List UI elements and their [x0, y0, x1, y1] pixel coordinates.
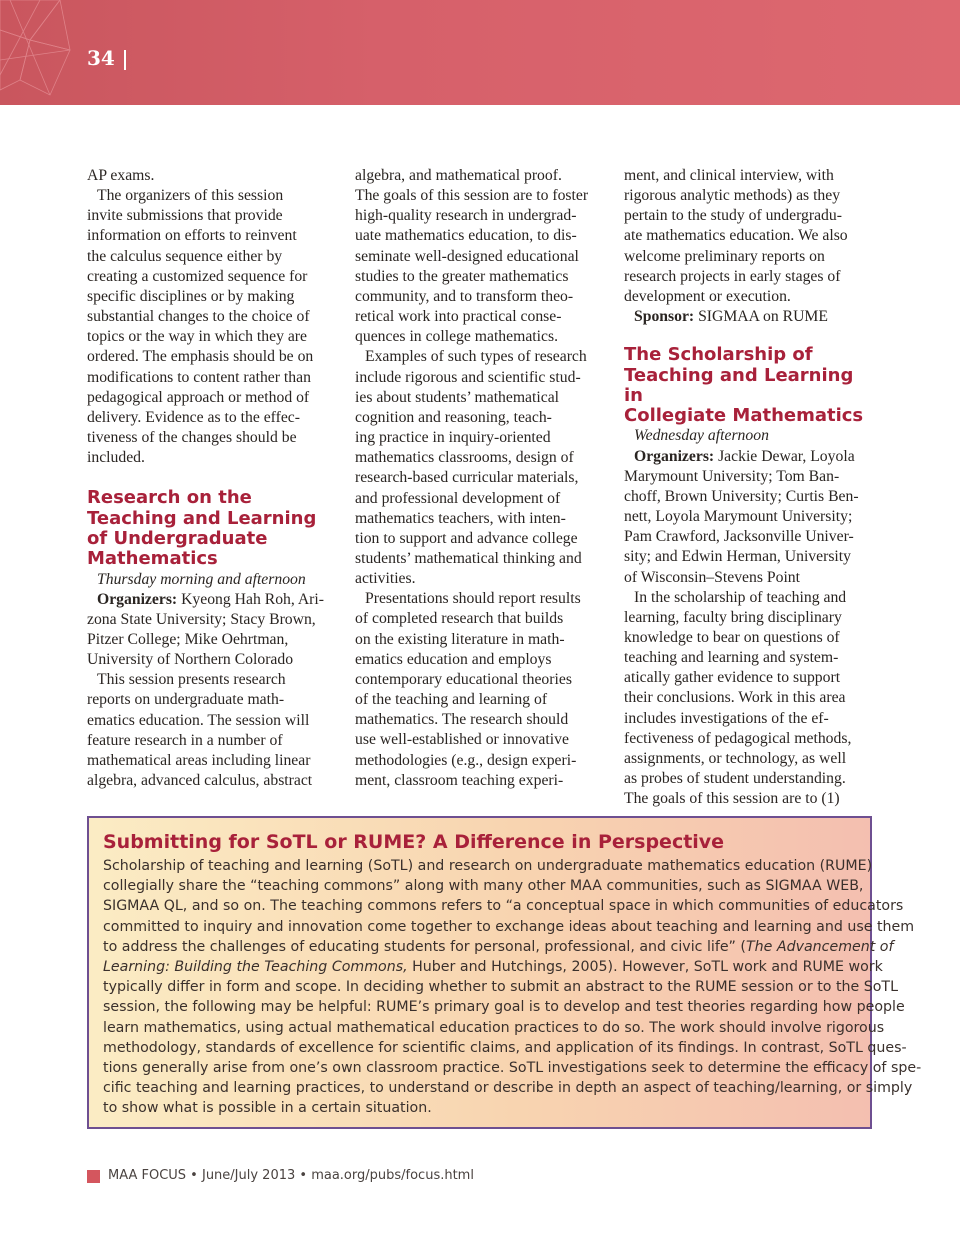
text-line: mathematics classrooms, design of — [355, 449, 574, 467]
sponsor-text: SIGMAA on RUME — [694, 308, 828, 326]
heading-line: Teaching and Learning in — [624, 364, 854, 406]
text-line: ematics education and employs — [355, 650, 552, 668]
text-line: ing practice in inquiry-oriented — [355, 429, 551, 447]
text-line: community, and to transform theo- — [355, 287, 574, 305]
page-number: 34 — [87, 46, 115, 70]
header-banner — [0, 0, 960, 105]
text-line: algebra, advanced calculus, abstract — [87, 772, 313, 790]
organizers-label: Organizers: — [634, 447, 715, 465]
text-line: specific disciplines or by making — [87, 287, 295, 305]
text-line: Pam Crawford, Jacksonville Univer- — [624, 528, 854, 546]
sidebar-line: learn mathematics, using actual mathematical education practices to do so. The work should involve rigorous — [103, 1019, 885, 1036]
session-schedule: Thursday morning and afternoon — [97, 570, 306, 588]
sidebar-line: to show what is possible in a certain situation. — [103, 1100, 432, 1117]
session-schedule: Wednesday afternoon — [634, 427, 769, 445]
organizers-text: Jackie Dewar, Loyola — [714, 447, 855, 465]
text-line: includes investigations of the ef- — [624, 709, 829, 727]
text-column-1 — [87, 166, 335, 791]
text-line: algebra, and mathematical proof. — [355, 167, 562, 184]
text-line: feature research in a number of — [87, 731, 283, 749]
text-line: atically gather evidence to support — [624, 669, 841, 687]
sidebar-line: SIGMAA QL, and so on. The teaching commons refers to “a conceptual space in which communities of educators — [103, 898, 904, 915]
text-line: fectiveness of pedagogical methods, — [624, 729, 852, 747]
text-line: nett, Loyola Marymount University; — [624, 508, 853, 526]
organizers-line — [624, 447, 872, 467]
text-line: retical work into practical conse- — [355, 308, 562, 326]
text-line: In the scholarship of teaching and — [634, 588, 847, 606]
text-line: Examples of such types of research — [365, 348, 587, 366]
text-line: sity; and Edwin Herman, University — [624, 548, 851, 566]
text-line: methodologies (e.g., design experi- — [355, 751, 577, 769]
text-line: and professional development of — [355, 489, 561, 507]
heading-line: Research on the — [87, 487, 252, 509]
text-line: This session presents research — [97, 671, 286, 689]
text-line: invite submissions that provide — [87, 207, 283, 225]
text-line: teaching and learning and system- — [624, 649, 839, 667]
section-heading-rume — [87, 488, 335, 569]
text-line: use well-established or innovative — [355, 731, 569, 749]
text-line: knowledge to bear on questions of — [624, 629, 840, 646]
sidebar-citation-title: Learning: Building the Teaching Commons, — [103, 959, 408, 976]
text-line: modifications to content rather than — [87, 368, 311, 386]
section-heading-sotl — [624, 345, 872, 426]
sidebar-line: typically differ in form and scope. In deciding whether to submit an abstract to the RUME session or to the SoTL — [103, 979, 898, 996]
text-line: ate mathematics education. We also — [624, 227, 848, 245]
organizers-label: Organizers: — [97, 590, 178, 608]
text-line: pedagogical approach or method of — [87, 388, 310, 406]
text-line: learning, faculty bring disciplinary — [624, 608, 842, 626]
text-line: of the teaching and learning of — [355, 691, 548, 709]
text-column-2 — [355, 166, 603, 791]
text-line: University of Northern Colorado — [87, 651, 294, 669]
text-line: development or execution. — [624, 287, 791, 305]
sidebar-title: Submitting for SoTL or RUME? A Difference in Perspective — [103, 831, 725, 853]
heading-line: Teaching and Learning — [87, 507, 317, 529]
sidebar-line: collegially share the “teaching commons” along with many other MAA communities, such as SIGMAA WEB, — [103, 878, 864, 895]
page-number-divider — [124, 50, 126, 70]
sidebar-line — [103, 937, 894, 957]
text-line: assignments, or technology, as well — [624, 749, 847, 767]
organizers-text: Kyeong Hah Roh, Ari- — [177, 590, 324, 608]
text-line: uate mathematics education, to dis- — [355, 227, 577, 245]
text-line: of Wisconsin–Stevens Point — [624, 568, 801, 586]
sidebar-line: cific teaching and learning practices, to understand or describe in depth an aspect of teaching/learning, or simply — [103, 1080, 913, 1097]
text-line: zona State University; Stacy Brown, — [87, 610, 316, 628]
sidebar-body — [103, 856, 922, 1119]
heading-line: of Undergraduate — [87, 527, 268, 549]
text-line: Pitzer College; Mike Oehrtman, — [87, 631, 289, 648]
text-line: substantial changes to the choice of — [87, 308, 310, 326]
sidebar-line: Scholarship of teaching and learning (SoTL) and research on undergraduate mathematics education (RUME) — [103, 858, 873, 874]
text-line: creating a customized sequence for — [87, 267, 308, 285]
text-line: choff, Brown University; Curtis Ben- — [624, 487, 859, 505]
text-line: include rigorous and scientific stud- — [355, 368, 581, 386]
text-line: Marymount University; Tom Ban- — [624, 467, 840, 485]
heading-line: Collegiate Mathematics — [624, 405, 864, 427]
sidebar-citation-title: The Advancement of — [745, 938, 894, 955]
text-line: mathematics teachers, with inten- — [355, 509, 566, 527]
text-line: tiveness of the changes should be — [87, 429, 297, 447]
footer-square-icon — [87, 1170, 100, 1183]
text-line: quences in college mathematics. — [355, 328, 558, 346]
text-line: ematics education. The session will — [87, 711, 310, 729]
text-line: ment, and clinical interview, with — [624, 167, 834, 184]
text-line: rigorous analytic methods) as they — [624, 187, 841, 205]
text-line: seminate well-designed educational — [355, 247, 579, 265]
decorative-pattern-icon — [0, 0, 90, 105]
text-line: studies to the greater mathematics — [355, 267, 569, 285]
sidebar-line: methodology, standards of excellence for scientific claims, and application of its findings. In contrast, SoTL ques- — [103, 1039, 907, 1056]
sidebar-text: to address the challenges of educating students for personal, professional, and civic life” ( — [103, 938, 746, 955]
text-line: research projects in early stages of — [624, 267, 841, 285]
text-line: their conclusions. Work in this area — [624, 689, 846, 707]
text-line: reports on undergraduate math- — [87, 691, 285, 709]
sidebar-line: tions generally arise from one’s own classroom practice. SoTL investigations seek to determine the efficacy of spe- — [103, 1060, 922, 1077]
text-line: The goals of this session are to foster — [355, 187, 589, 205]
organizers-line — [87, 590, 335, 610]
text-line: as probes of student understanding. — [624, 770, 846, 788]
text-line: cognition and reasoning, teach- — [355, 408, 552, 426]
text-line: The goals of this session are to (1) — [624, 790, 840, 808]
text-line: on the existing literature in math- — [355, 630, 565, 648]
sidebar-line: session, the following may be helpful: RUME’s primary goal is to develop and test theories regarding how people — [103, 999, 905, 1016]
text-line: AP exams. — [87, 167, 155, 184]
text-line: contemporary educational theories — [355, 670, 572, 688]
text-line: mathematics. The research should — [355, 711, 569, 729]
heading-line: The Scholarship of — [624, 344, 813, 366]
text-line: high-quality research in undergrad- — [355, 207, 577, 225]
text-line: students’ mathematical thinking and — [355, 549, 582, 567]
sidebar-text: Huber and Hutchings, 2005). However, SoTL work and RUME work — [407, 959, 883, 976]
text-line: research-based curricular materials, — [355, 469, 579, 487]
text-line: the calculus sequence either by — [87, 247, 283, 265]
text-line: The organizers of this session — [97, 187, 284, 205]
heading-line: Mathematics — [87, 548, 218, 570]
sidebar-line — [103, 957, 883, 977]
text-line: activities. — [355, 570, 416, 588]
text-line: delivery. Evidence as to the effec- — [87, 408, 300, 426]
text-line: of completed research that builds — [355, 610, 564, 628]
text-line: mathematical areas including linear — [87, 751, 311, 769]
text-line: topics or the way in which they are — [87, 328, 307, 346]
sponsor-line — [624, 307, 872, 327]
text-line: included. — [87, 449, 145, 467]
text-line: ment, classroom teaching experi- — [355, 771, 564, 789]
text-line: tion to support and advance college — [355, 529, 578, 547]
footer-text: MAA FOCUS • June/July 2013 • maa.org/pubs/focus.html — [108, 1168, 474, 1183]
text-line: ordered. The emphasis should be on — [87, 348, 314, 366]
text-line: ies about students’ mathematical — [355, 388, 560, 406]
text-column-3 — [624, 166, 872, 809]
text-line: pertain to the study of undergradu- — [624, 207, 842, 225]
sidebar-line: committed to inquiry and innovation come together to exchange ideas about teaching and learning and use them — [103, 918, 915, 935]
text-line: welcome preliminary reports on — [624, 247, 825, 265]
text-line: Presentations should report results — [365, 590, 581, 608]
text-line: information on efforts to reinvent — [87, 227, 297, 245]
sponsor-label: Sponsor: — [634, 308, 695, 326]
sidebar-box — [87, 816, 922, 1129]
